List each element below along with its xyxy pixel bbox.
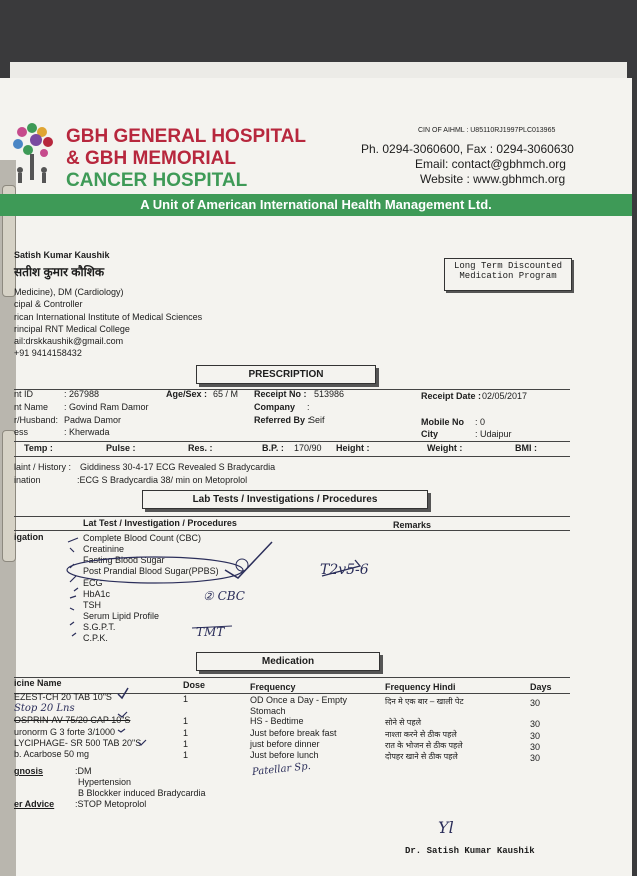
med-name: LYCIPHAGE- SR 500 TAB 20"S xyxy=(14,738,142,748)
website: Website : www.gbhmch.org xyxy=(420,172,566,186)
handwritten-cbc-note: ② CBC xyxy=(203,589,245,603)
mobile-label: Mobile No xyxy=(421,417,464,427)
mobile: : 0 xyxy=(475,417,486,427)
doctor-qualification: Medicine), DM (Cardiology) xyxy=(14,287,124,297)
husband-name: Padwa Damor xyxy=(64,415,122,425)
receipt-date: 02/05/2017 xyxy=(482,391,528,401)
handwritten-tmt: TMT xyxy=(196,625,225,639)
med-name: OSPRIN-AV 75/20 CAP 10"S xyxy=(14,715,131,725)
med-name: EZEST-CH 20 TAB 10"S xyxy=(14,692,112,702)
tagline-banner: A Unit of American International Health Management Ltd. xyxy=(0,194,632,216)
handwritten-med-note: Stop 20 Lns xyxy=(14,703,75,714)
med-header-days: Days xyxy=(530,682,552,692)
med-frequency: just before dinner xyxy=(250,739,320,749)
doctor-institute: rican International Institute of Medical Sciences xyxy=(14,312,203,322)
doctor-signature: Dr. Satish Kumar Kaushik xyxy=(405,846,535,856)
bp-value: 170/90 xyxy=(294,443,322,453)
med-frequency: Just before lunch xyxy=(250,750,319,760)
med-days: 30 xyxy=(530,719,541,729)
examination-label: ination xyxy=(14,475,41,485)
lab-test-item: Fasting Blood Sugar xyxy=(83,555,165,565)
lab-test-item: S.G.P.T. xyxy=(83,622,116,632)
divider xyxy=(14,456,570,457)
med-dose: 1 xyxy=(183,739,189,749)
med-days: 30 xyxy=(530,731,541,741)
med-frequency-hindi: रात के भोजन से ठीक पहले xyxy=(385,741,463,750)
med-frequency: Just before break fast xyxy=(250,728,337,738)
program-line1: Long Term Discounted xyxy=(453,261,563,271)
height-label: Height : xyxy=(336,443,370,453)
med-days: 30 xyxy=(530,753,541,763)
receipt-no-label: Receipt No : xyxy=(254,389,307,399)
bmi-label: BMI : xyxy=(515,443,537,453)
binder-ring xyxy=(2,430,16,562)
hospital-logo xyxy=(8,120,62,190)
med-header-dose: Dose xyxy=(183,680,206,690)
advice-label: er Advice xyxy=(14,799,55,809)
lab-test-item: Creatinine xyxy=(83,544,125,554)
handwritten-initials: Yl xyxy=(438,818,454,837)
lab-test-item: Serum Lipid Profile xyxy=(83,611,160,621)
med-header-name: icine Name xyxy=(14,678,62,688)
referred-by-label: Referred By : xyxy=(254,415,311,425)
med-days: 30 xyxy=(530,698,541,708)
temp-label: Temp : xyxy=(24,443,53,453)
hospital-name-line1: GBH GENERAL HOSPITAL xyxy=(66,126,306,147)
divider xyxy=(14,677,570,678)
age-sex: 65 / M xyxy=(213,389,239,399)
age-label: Age/Sex : xyxy=(166,389,208,399)
lab-test-item: Post Prandial Blood Sugar(PPBS) xyxy=(83,566,219,576)
doctor-email: ail:drskkaushik@gmail.com xyxy=(14,336,124,346)
med-frequency: OD Once a Day - Empty xyxy=(250,695,348,705)
diagnosis-line: :DM xyxy=(75,766,92,776)
lab-header-test: Lat Test / Investigation / Procedures xyxy=(83,518,237,528)
doctor-name: Satish Kumar Kaushik xyxy=(14,250,110,260)
city-label: City xyxy=(421,429,439,439)
receipt-no: 513986 xyxy=(314,389,345,399)
bp-label: B.P. : xyxy=(262,443,284,453)
email: Email: contact@gbhmch.org xyxy=(415,157,566,171)
lab-section-title: Lab Tests / Investigations / Procedures xyxy=(142,490,428,509)
med-days: 30 xyxy=(530,742,541,752)
med-frequency-hindi: दोपहर खाने से ठीक पहले xyxy=(385,752,458,761)
diagnosis-line: Hypertension xyxy=(78,777,132,787)
patient-name-label: nt Name xyxy=(14,402,49,412)
complaint-label: laint / History : xyxy=(14,462,72,472)
weight-label: Weight : xyxy=(427,443,463,453)
advice-text: :STOP Metoprolol xyxy=(75,799,147,809)
med-name: b. Acarbose 50 mg xyxy=(14,749,90,759)
pulse-label: Pulse : xyxy=(106,443,136,453)
med-frequency-hindi: सोने से पहले xyxy=(385,718,421,727)
divider xyxy=(14,516,570,517)
cin-number: CIN OF AIHML : U85110RJ1997PLC013965 xyxy=(418,127,556,134)
patient-id-label: nt ID xyxy=(14,389,34,399)
address: : Kherwada xyxy=(64,427,110,437)
doctor-name-hindi: सतीश कुमार कौशिक xyxy=(14,265,105,279)
lab-row-label: igation xyxy=(14,532,44,542)
phone-fax: Ph. 0294-3060600, Fax : 0294-3060630 xyxy=(361,142,574,156)
med-frequency: HS - Bedtime xyxy=(250,716,304,726)
lab-header-remarks: Remarks xyxy=(393,520,432,530)
med-dose: 1 xyxy=(183,716,189,726)
med-name: uronorm G 3 forte 3/1000 xyxy=(14,727,116,737)
patient-name: : Govind Ram Damor xyxy=(64,402,149,412)
hospital-name-line2: & GBH MEMORIAL xyxy=(66,148,236,169)
med-frequency-hindi: दिन मे एक बार – खाली पेट xyxy=(385,697,464,706)
lab-test-item: ECG xyxy=(83,578,103,588)
med-header-frequency-hindi: Frequency Hindi xyxy=(385,682,456,692)
complaint-text: Giddiness 30-4-17 ECG Revealed S Bradycardia xyxy=(80,462,276,472)
prescription-title: PRESCRIPTION xyxy=(196,365,376,384)
company: : xyxy=(307,402,310,412)
company-label: Company xyxy=(254,402,296,412)
lab-test-item: TSH xyxy=(83,600,101,610)
med-dose: 1 xyxy=(183,694,189,704)
med-dose: 1 xyxy=(183,750,189,760)
husband-label: r/Husband: xyxy=(14,415,59,425)
handwritten-checkmarks xyxy=(100,684,160,748)
lab-test-item: Complete Blood Count (CBC) xyxy=(83,533,202,543)
receipt-date-label: Receipt Date : xyxy=(421,391,482,401)
examination-text: :ECG S Bradycardia 38/ min on Metoprolol xyxy=(77,475,248,485)
med-header-frequency: Frequency xyxy=(250,682,296,692)
address-label: ess xyxy=(14,427,29,437)
patient-id: : 267988 xyxy=(64,389,100,399)
hospital-name-line3: CANCER HOSPITAL xyxy=(66,170,248,191)
res-label: Res. : xyxy=(188,443,213,453)
lab-test-item: C.P.K. xyxy=(83,633,108,643)
divider xyxy=(14,441,570,442)
program-box xyxy=(444,258,572,291)
handwritten-patellar-note: Patellar Sp. xyxy=(251,760,312,779)
med-frequency-cont: Stomach xyxy=(250,706,286,716)
doctor-college: rincipal RNT Medical College xyxy=(14,324,130,334)
diagnosis-line: B Blockker induced Bradycardia xyxy=(78,788,206,798)
doctor-phone: +91 9414158432 xyxy=(14,348,82,358)
program-line2: Medication Program xyxy=(459,271,557,281)
referred-by: Seif xyxy=(309,415,325,425)
diagnosis-label: gnosis xyxy=(14,766,44,776)
med-dose: 1 xyxy=(183,728,189,738)
med-frequency-hindi: नाश्ता करने से ठीक पहले xyxy=(385,730,457,739)
city: : Udaipur xyxy=(475,429,512,439)
lab-test-item: HbA1c xyxy=(83,589,111,599)
doctor-role: cipal & Controller xyxy=(14,299,83,309)
medication-section-title: Medication xyxy=(196,652,380,671)
handwritten-remark: T2v5-6 xyxy=(320,562,369,578)
